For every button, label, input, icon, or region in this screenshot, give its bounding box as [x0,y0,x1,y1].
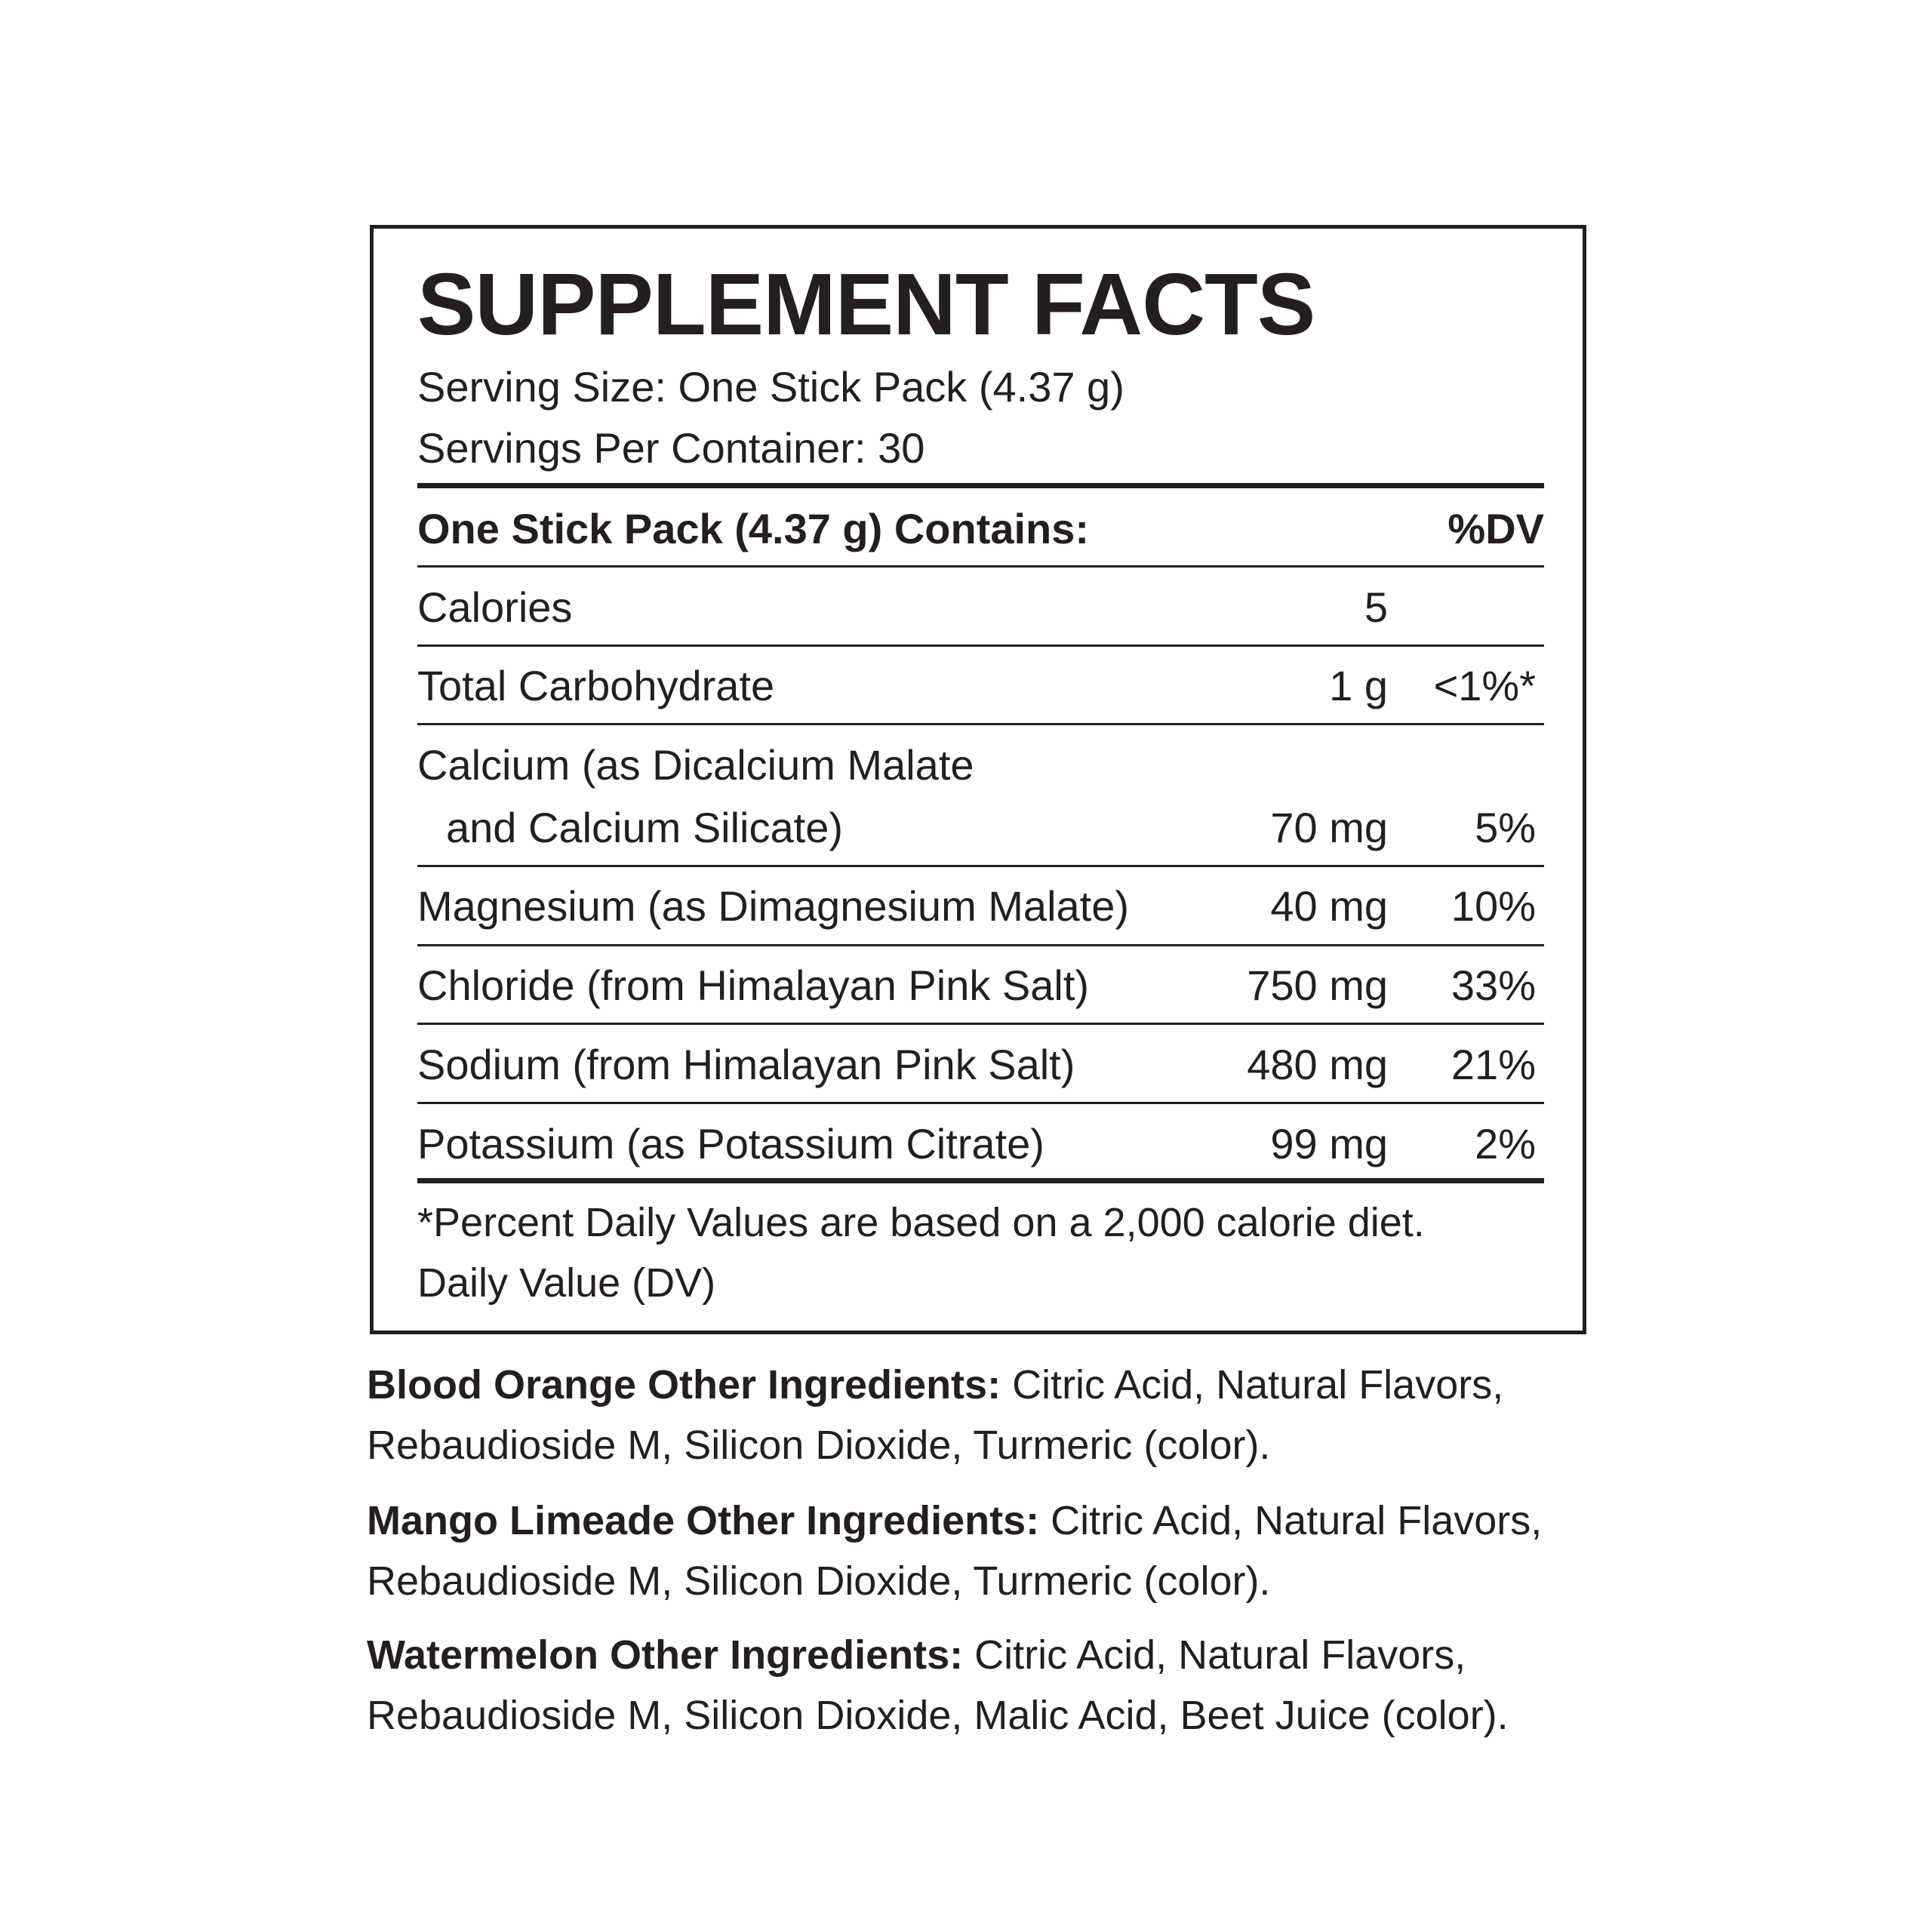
ingredients-text: Citric Acid, Natural Flavors, Rebaudioside M, Silicon Dioxide, Turmeric (color). [367,1498,1543,1604]
panel-title: SUPPLEMENT FACTS [417,255,1315,353]
ingredients-label: Blood Orange Other Ingredients: [367,1362,1001,1407]
nutrient-name: Calories [417,583,573,631]
row-divider [417,565,1544,568]
dv-footnote: *Percent Daily Values are based on a 2,000 calorie diet. [417,1200,1425,1245]
header-rule [417,483,1544,488]
supplement-facts-panel [370,225,1586,1334]
nutrient-dv: <1%* [1433,662,1536,709]
ingredients-mango-limeade [367,1491,1604,1611]
row-divider [417,1023,1544,1025]
nutrient-name: Total Carbohydrate [417,662,775,709]
nutrient-dv: 5% [1475,804,1536,851]
nutrient-amount: 480 mg [1247,1041,1388,1088]
nutrient-name-continued: and Calcium Silicate) [446,804,843,851]
nutrient-amount: 5 [1364,583,1388,631]
row-divider [417,645,1544,647]
nutrient-dv: 33% [1451,961,1536,1009]
nutrient-amount: 99 mg [1270,1120,1388,1168]
ingredients-text: Citric Acid, Natural Flavors, Rebaudioside M, Silicon Dioxide, Malic Acid, Beet Juice (color). [367,1632,1509,1738]
nutrient-amount: 70 mg [1270,804,1388,851]
nutrient-name: Potassium (as Potassium Citrate) [417,1120,1044,1168]
contains-header: One Stick Pack (4.37 g) Contains: [417,505,1090,552]
row-divider [417,944,1544,946]
nutrient-dv: 10% [1451,882,1536,930]
row-divider [417,723,1544,725]
nutrient-amount: 1 g [1329,662,1388,709]
ingredients-label: Mango Limeade Other Ingredients: [367,1498,1040,1543]
dv-footnote-continued: Daily Value (DV) [417,1260,716,1306]
nutrient-name: Calcium (as Dicalcium Malate [417,741,974,789]
nutrient-amount: 40 mg [1270,882,1388,930]
row-divider [417,1102,1544,1104]
footer-rule [417,1178,1544,1183]
servings-per-container: Servings Per Container: 30 [417,424,925,472]
nutrient-name: Magnesium (as Dimagnesium Malate) [417,882,1130,930]
dv-header: %DV [1447,505,1544,552]
ingredients-label: Watermelon Other Ingredients: [367,1632,964,1678]
nutrient-name: Chloride (from Himalayan Pink Salt) [417,961,1090,1009]
nutrient-dv: 2% [1475,1120,1536,1168]
row-divider [417,865,1544,867]
nutrient-name: Sodium (from Himalayan Pink Salt) [417,1041,1075,1088]
ingredients-text: Citric Acid, Natural Flavors, Rebaudioside M, Silicon Dioxide, Turmeric (color). [367,1362,1504,1468]
serving-size: Serving Size: One Stick Pack (4.37 g) [417,363,1124,411]
ingredients-blood-orange [367,1355,1604,1475]
nutrient-amount: 750 mg [1247,961,1388,1009]
nutrient-dv: 21% [1451,1041,1536,1088]
ingredients-watermelon [367,1625,1604,1746]
